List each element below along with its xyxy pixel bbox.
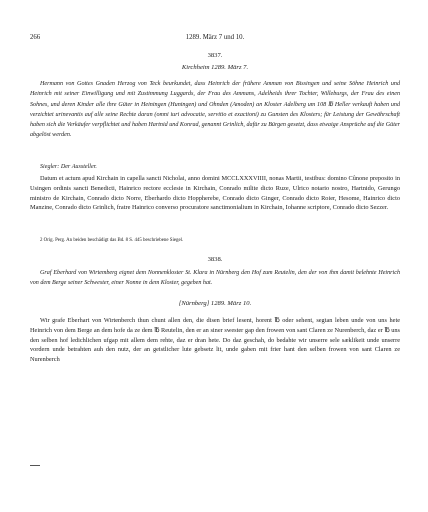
place-date-3837: Kirchheim 1289. März 7. <box>181 64 249 71</box>
source-note-3837: 2 Orig. Perg. An beiden beschädigt das Bd. 8 S. 445 beschriebene Siegel. <box>40 238 184 243</box>
document-number-3837: 3837. <box>207 52 223 59</box>
page-number: 266 <box>30 34 41 41</box>
charter-text-3837: Datum et actum apud Kirchain in capella sancti Nicholai, anno domini MCCLXXXVIIII, nonas Martii, testibus: domino Cûnone preposito in Usingen ordinis sancti Benedicti, Hainrico rectore ecclesie in Kirchain, Conrado milite dicto Ruze, Ulrico notario nostro, Hartnido, Gerungo ministro de Kirchain, Conrado dicto Norre, Eberhardo dicto Hoppherebe, Conrado dicto Ginger, Conrado dicto Roier, Hesome, Hainrico dicto Manzine, Conrado dicto Grinlich, fratre Hainrico converso procuratore sanctimonialium in Kirchain, Iohanne scriptore, Conrado dicto Sezzer. <box>30 175 400 212</box>
place-date-3838: [Nürnberg] 1289. März 10. <box>178 300 252 307</box>
running-title: 1289. März 7 und 10. <box>185 34 245 41</box>
regest-3838: Graf Eberhard von Wirtemberg eignet dem Nonnenkloster St. Klara in Nürnberg den Hof zum Reutelin, den der von ihm damit belehnte Heinrich von dem Berge seiner Schwester, einer Nonne in dem Kloster, gegeben hat. <box>30 270 400 287</box>
seal-line-3837: Siegler: Der Aussteller. <box>40 164 97 170</box>
regest-3837: Hermann von Gottes Gnaden Herzog von Teck beurkundet, dass Heinrich der frühere Amman von Bissingen und seine Söhne Heinrich und Heinrich mit seiner Einwilligung und mit Zustimmung Luggards, der Frau des Ammans, Adelheids ihrer Tochter, Willeburgs, der Frau des einen Sohnes, und deren Kinder alle ihre Güter in Heiningen (Huningen) und Ohnden (Amoden) an Kloster Adelberg um 108 ℔ Heller verkauft haben und verzichtet urinevantis auf alle seine Rechte daran (omni iuri advocatie, servitio et exactioni) zu Gunsten des Klosters; für Leistung der Gewährschaft haben sich die Verkäufer verpflichtet und haben Hartnid und Konrad, genannt Grinlich, dafür zu Bürgen gesetzt, dass etwaige Ansprüche auf die Güter abgelöst werden. <box>30 81 400 139</box>
running-header <box>30 34 400 46</box>
document-number-3838: 3838. <box>207 256 223 263</box>
footer-divider <box>30 465 40 466</box>
charter-text-3838: Wir grafe Eberhart von Wirtenberch thun chunt allen den, die disen brief lesent, horent ℔ oder sehent, segtan leben unde von uns hete Heinrich von dem Berge an dem hofe da ze dem ℔ Reutelin, den er an siner swester gap den frowen von sant Claren ze Nurenberch, daz er ℔ uns den selben hof ledichlichen ufgap mit allem dem rehte, daz er dran hete. Do daz geschah, do bedahte wir unserre sele sæklikeit unde unserre vordern unde betrahten auh den nutz, der an geistlicher lute gebsetz lit, unde gaben mit frier hant den selben frowen von sant Claren ze Nurenberch <box>30 317 400 364</box>
